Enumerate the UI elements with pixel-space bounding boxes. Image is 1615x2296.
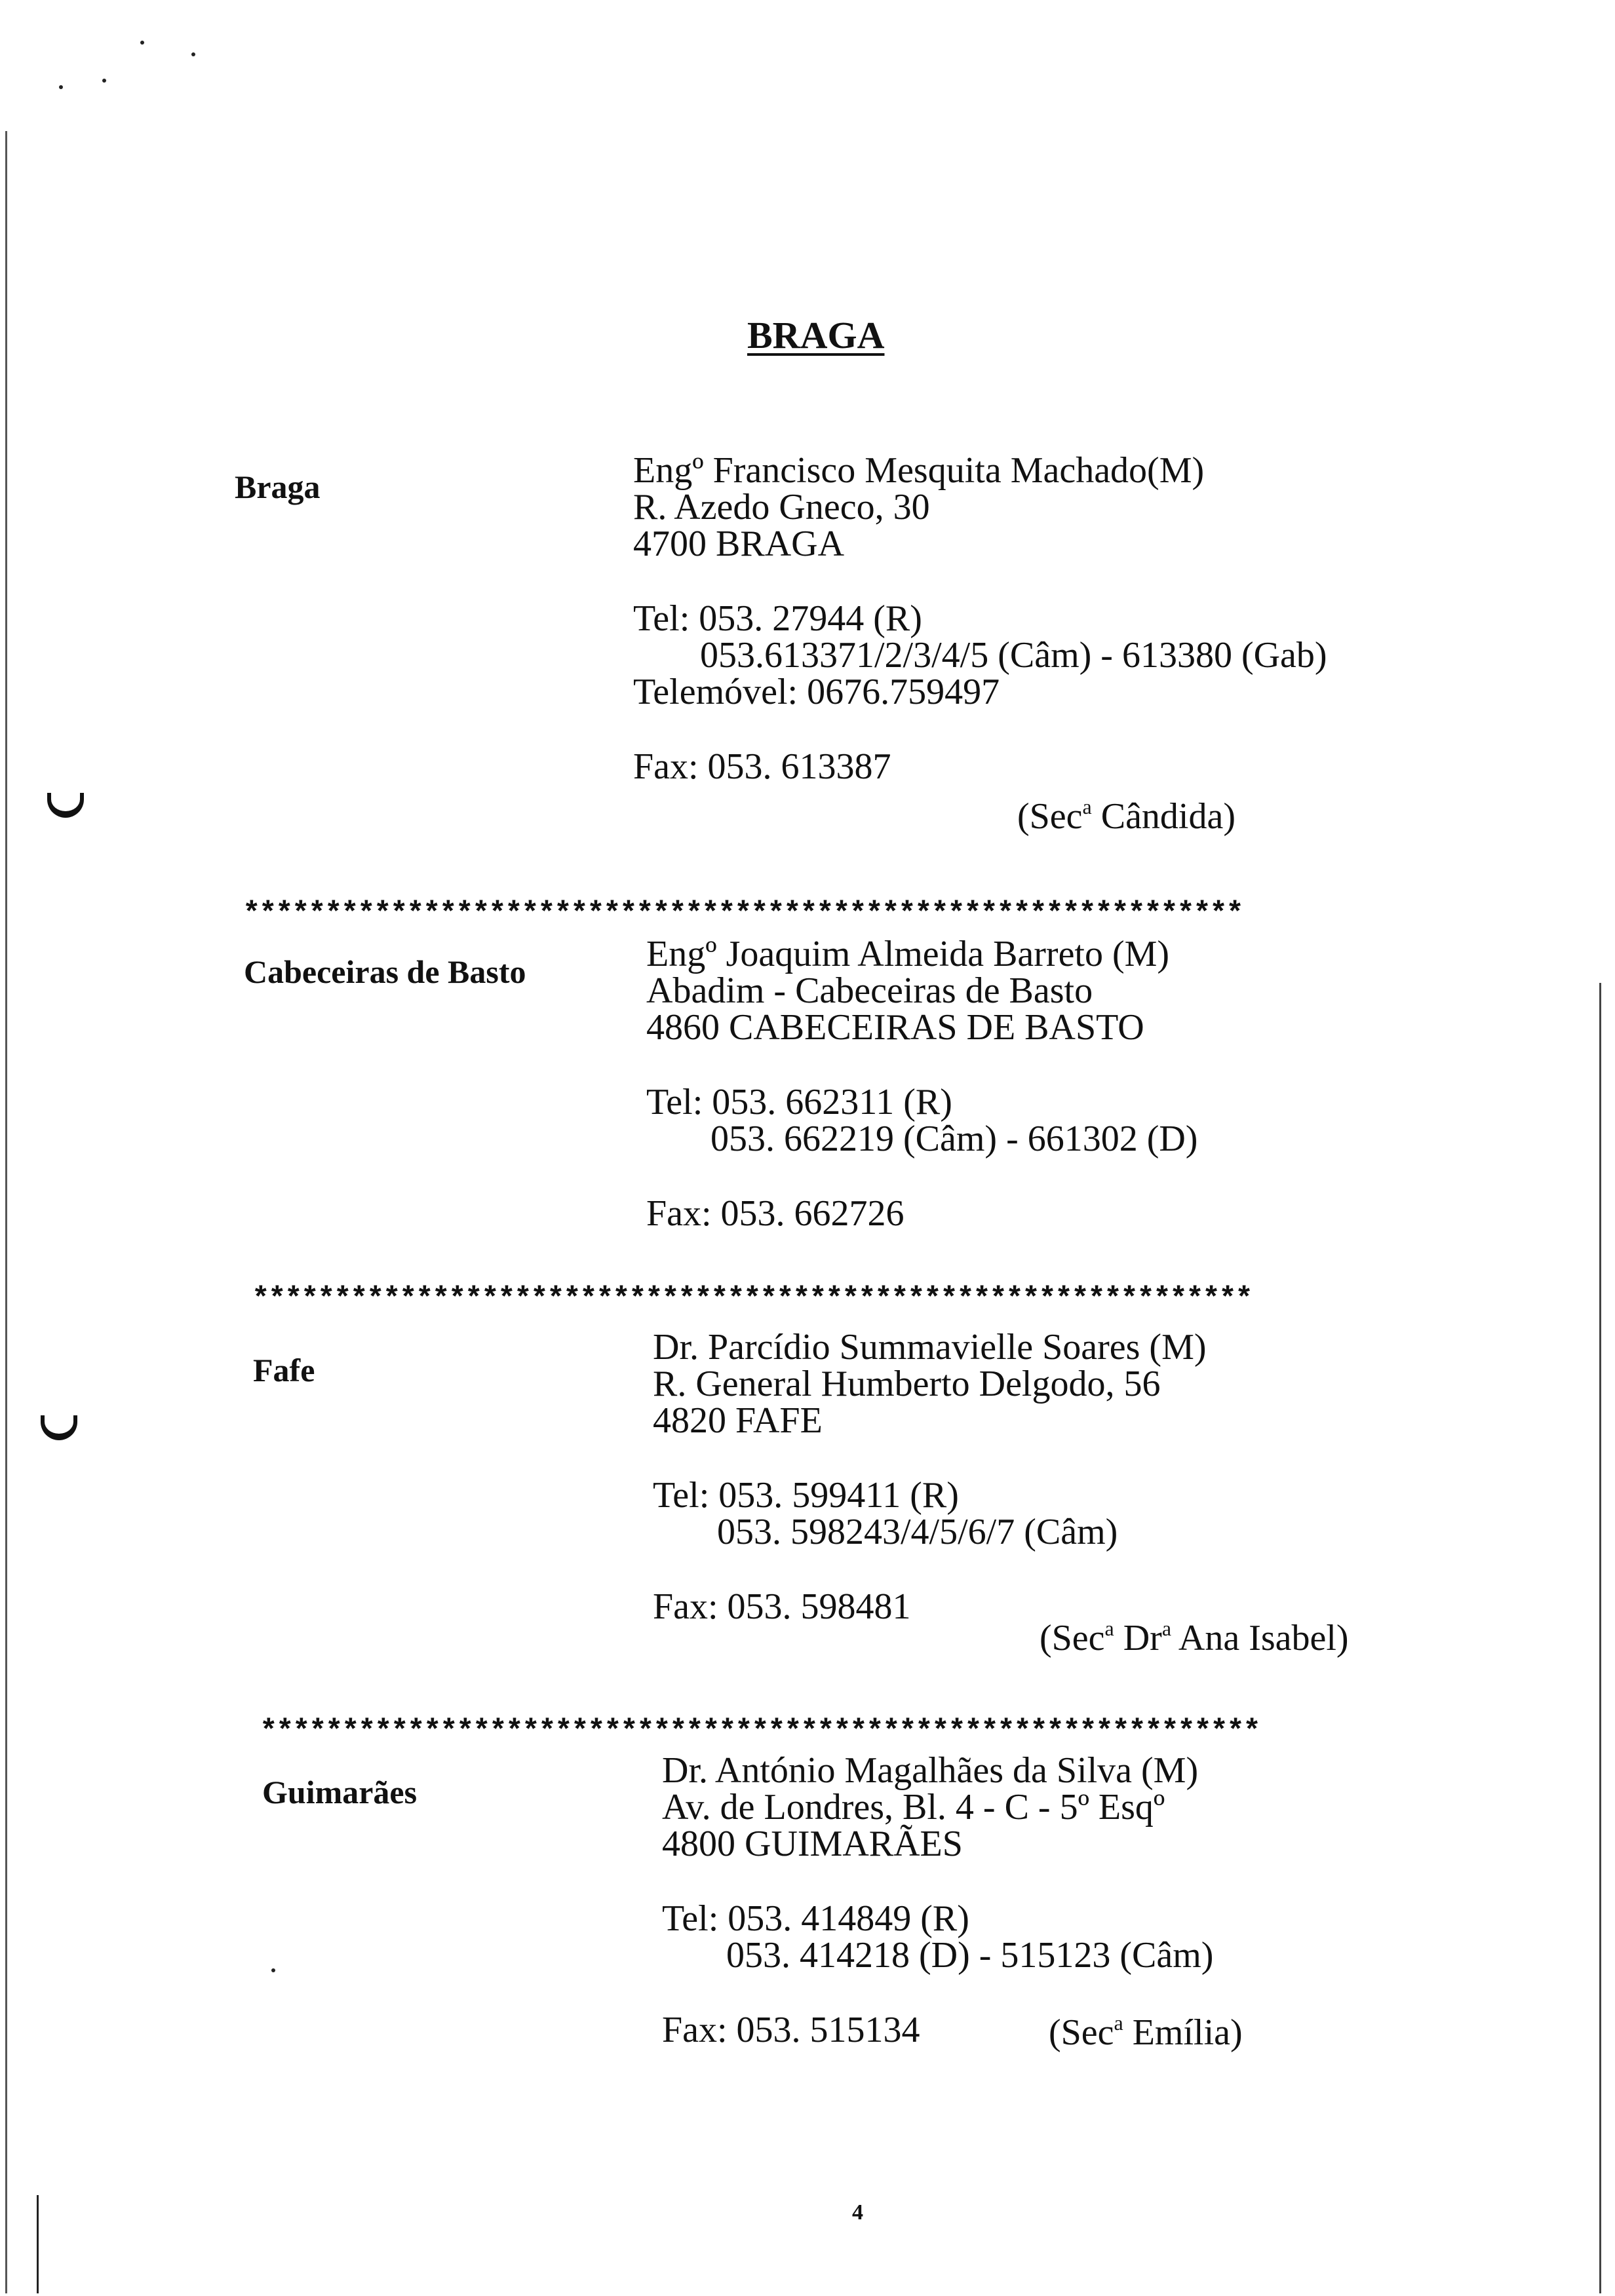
separator-line: *************************************************************	[243, 899, 1243, 929]
contact-tel: Tel: 053. 27944 (R)	[633, 598, 922, 639]
left-scan-edge-bottom	[37, 2195, 39, 2293]
contact-address: Av. de Londres, Bl. 4 - C - 5º Esqº	[662, 1787, 1165, 1827]
contact-fax: Fax: 053. 613387	[633, 746, 891, 787]
page-number: 4	[852, 2200, 863, 2225]
scan-speck	[271, 1968, 275, 1972]
contact-postal: 4800 GUIMARÃES	[662, 1824, 963, 1864]
scan-speck	[59, 85, 63, 89]
contact-postal: 4700 BRAGA	[633, 524, 845, 564]
separator-line: *************************************************************	[252, 1284, 1252, 1314]
binder-hole-mark-top	[47, 793, 84, 818]
contact-block	[653, 1329, 1207, 1625]
contact-name: Dr. António Magalhães da Silva (M)	[662, 1750, 1199, 1791]
contact-tel-secondary: 053. 414218 (D) - 515123 (Câm)	[726, 1935, 1214, 1976]
secretary-note: (Sec$^a$ Emília)	[1049, 2011, 1243, 2053]
right-scan-edge	[1599, 983, 1601, 2293]
contact-tel-secondary: 053.613371/2/3/4/5 (Câm) - 613380 (Gab)	[700, 635, 1327, 676]
scan-speck	[191, 52, 195, 56]
binder-hole-mark-bottom	[41, 1415, 77, 1440]
contact-tel: Tel: 053. 414849 (R)	[662, 1898, 969, 1939]
contact-address: R. Azedo Gneco, 30	[633, 487, 930, 527]
contact-address: Abadim - Cabeceiras de Basto	[646, 970, 1093, 1011]
contact-mobile: Telemóvel: 0676.759497	[633, 672, 1000, 712]
secretary-note: (Sec$^a$ Cândida)	[1017, 795, 1236, 837]
contact-name: Dr. Parcídio Summavielle Soares (M)	[653, 1327, 1207, 1368]
contact-postal: 4860 CABECEIRAS DE BASTO	[646, 1007, 1144, 1048]
contact-tel-secondary: 053. 598243/4/5/6/7 (Câm)	[717, 1512, 1118, 1552]
contact-block	[662, 1752, 1213, 2048]
contact-fax: Fax: 053. 598481	[653, 1586, 911, 1627]
contact-fax: Fax: 053. 515134	[662, 2010, 920, 2050]
contact-address: R. General Humberto Delgodo, 56	[653, 1364, 1161, 1404]
page-title: BRAGA	[747, 314, 885, 356]
secretary-note: (Sec$^a$ Dr$^a$ Ana Isabel)	[1040, 1617, 1349, 1658]
separator-line: *************************************************************	[260, 1717, 1260, 1747]
municipality-name: Cabeceiras de Basto	[244, 953, 526, 990]
contact-postal: 4820 FAFE	[653, 1400, 823, 1441]
contact-tel: Tel: 053. 662311 (R)	[646, 1082, 952, 1122]
scan-speck	[140, 41, 144, 45]
municipality-name: Guimarães	[262, 1774, 418, 1810]
left-scan-edge	[5, 131, 7, 2293]
contact-tel-secondary: 053. 662219 (Câm) - 661302 (D)	[710, 1119, 1198, 1159]
contact-name: Engº Francisco Mesquita Machado(M)	[633, 450, 1205, 491]
contact-tel: Tel: 053. 599411 (R)	[653, 1475, 959, 1516]
municipality-name: Fafe	[253, 1352, 315, 1388]
contact-block	[646, 936, 1197, 1232]
contact-fax: Fax: 053. 662726	[646, 1193, 905, 1234]
scan-speck	[102, 79, 106, 83]
contact-name: Engº Joaquim Almeida Barreto (M)	[646, 934, 1170, 974]
municipality-name: Braga	[235, 469, 321, 505]
contact-block	[633, 452, 1327, 785]
